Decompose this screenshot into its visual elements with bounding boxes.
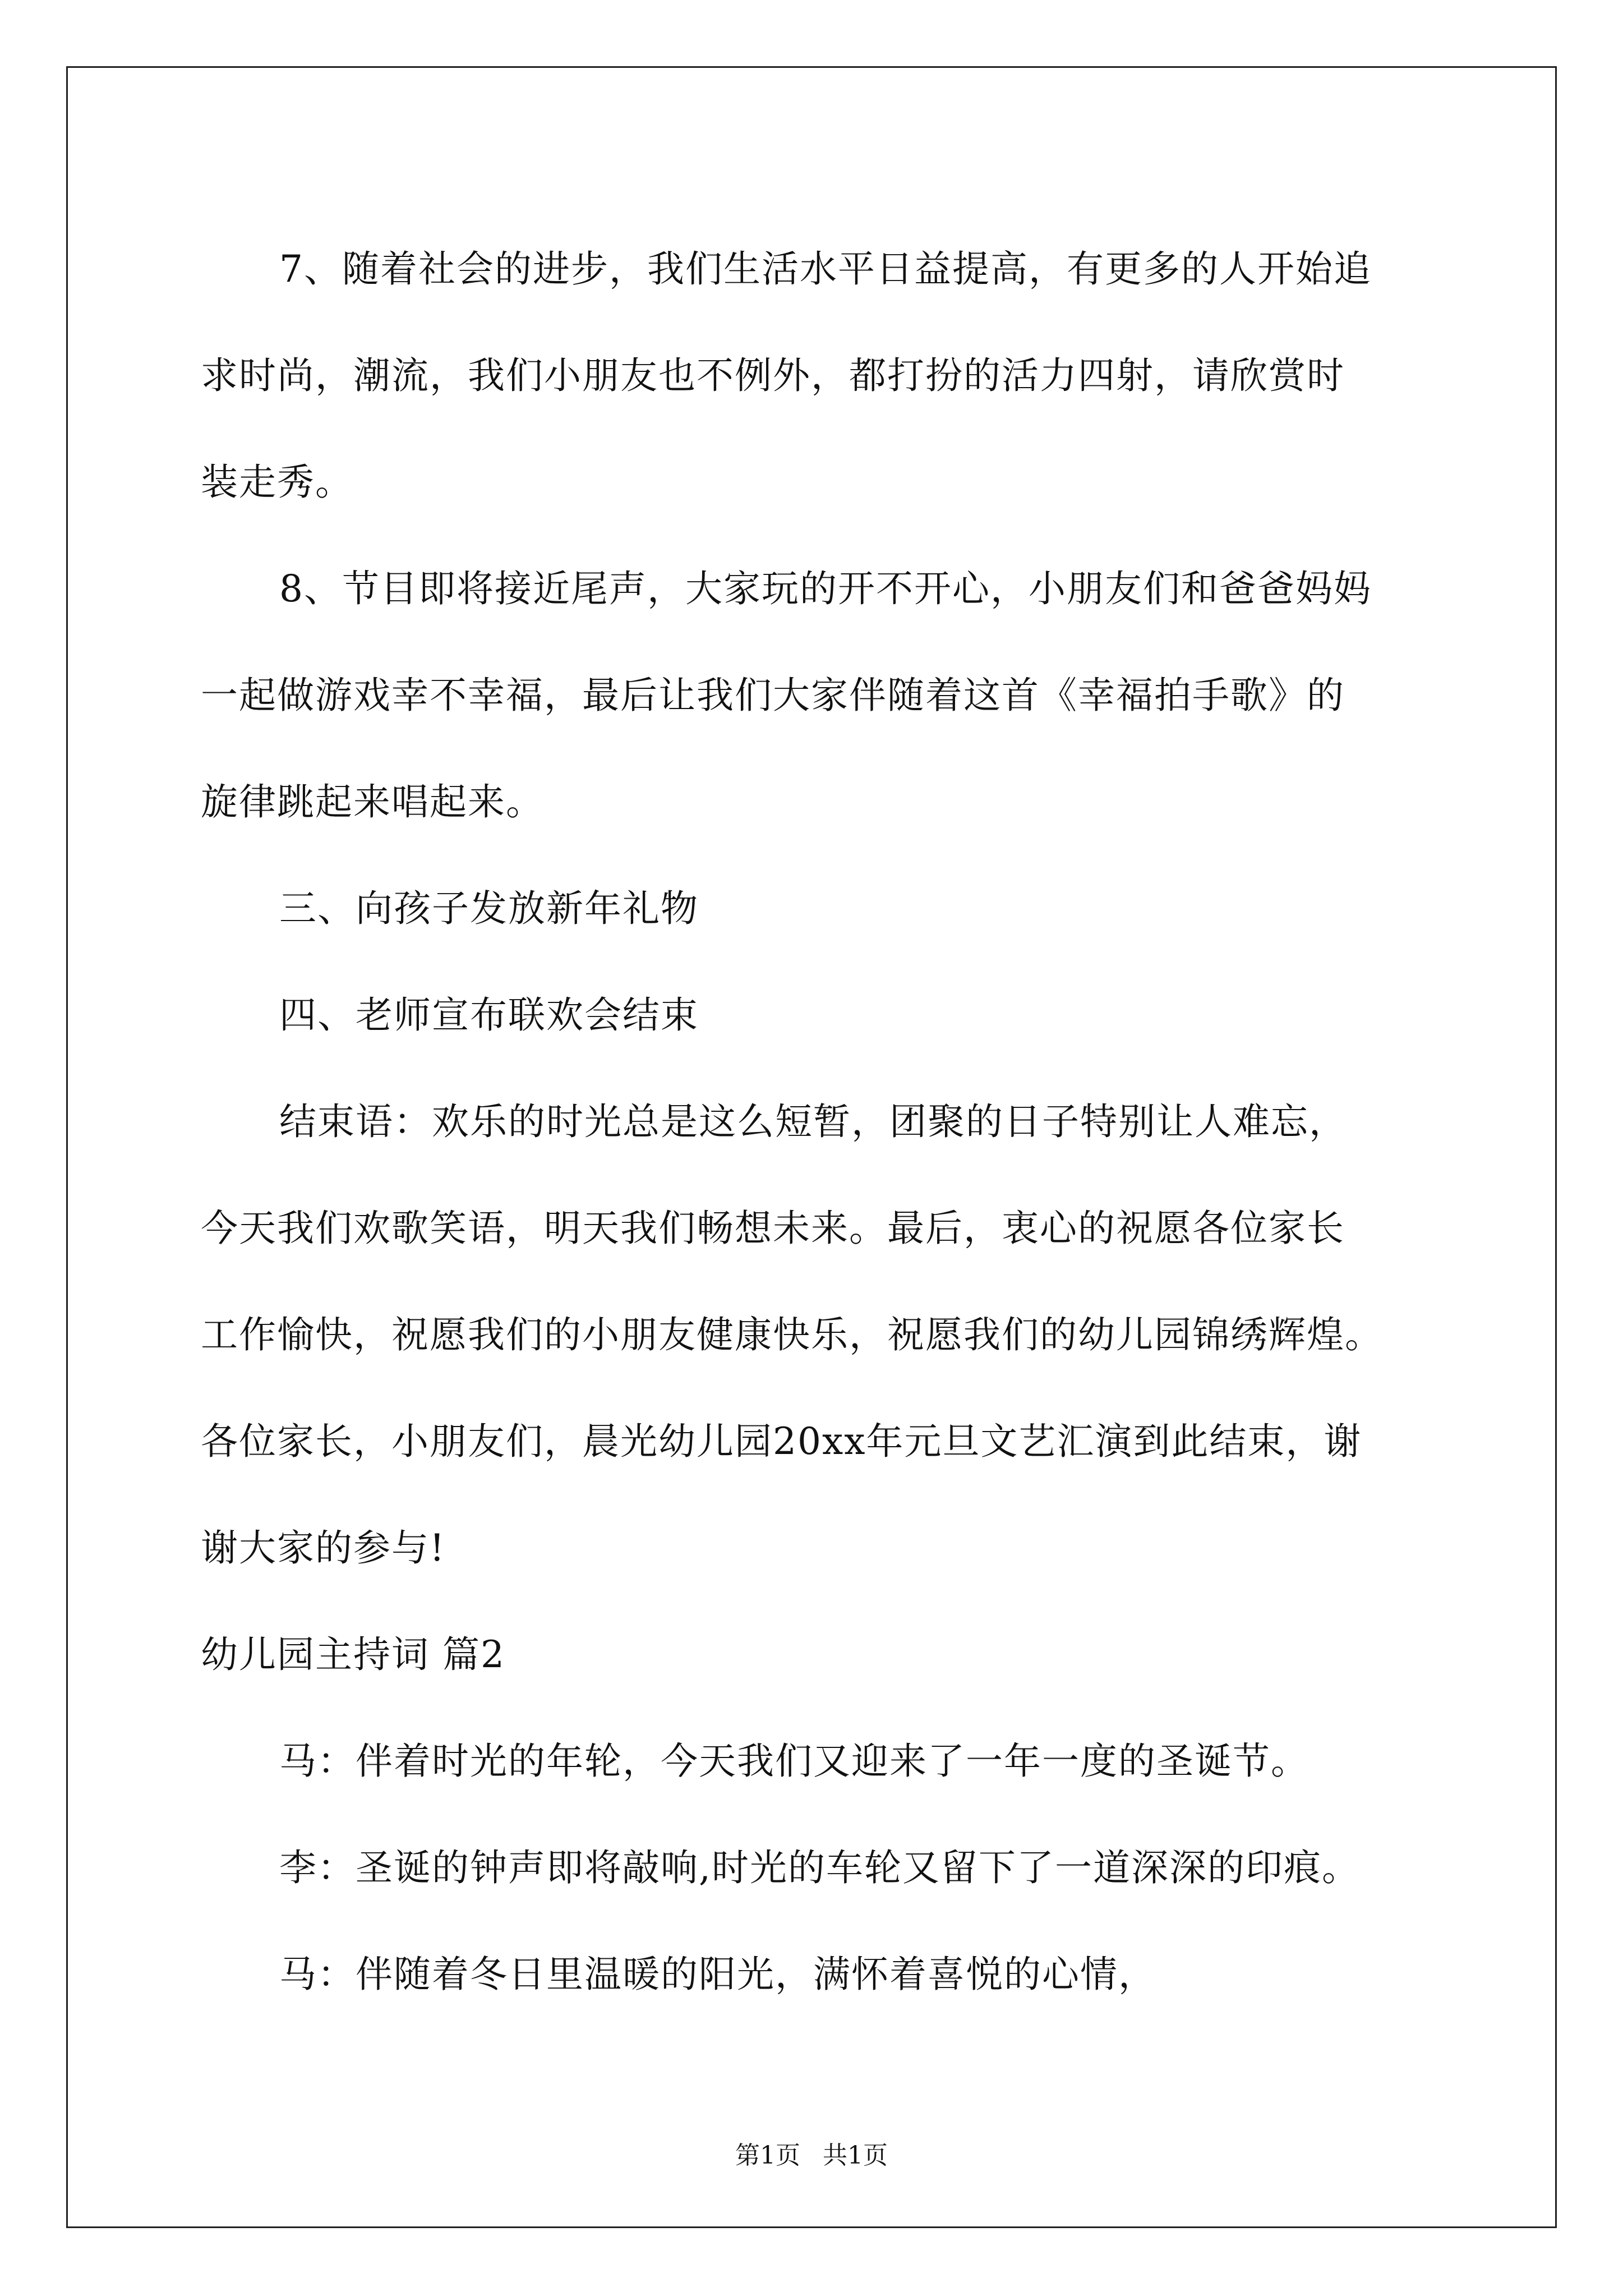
- section-title-part-2: 幼儿园主持词 篇2: [201, 1633, 505, 1676]
- page-footer: [0, 2135, 1623, 2171]
- closing-line-1: 结束语：欢乐的时光总是这么短暂，团聚的日子特别让人难忘，: [279, 1100, 1347, 1143]
- dialogue-line-2: 李：圣诞的钟声即将敲响,时光的车轮又留下了一道深深的印痕。: [279, 1846, 1360, 1889]
- paragraph-7-line-2: 求时尚，潮流，我们小朋友也不例外，都打扮的活力四射，请欣赏时: [201, 354, 1345, 397]
- dialogue-line-3: 马：伴随着冬日里温暖的阳光，满怀着喜悦的心情，: [279, 1953, 1156, 1996]
- section-four-heading: 四、老师宣布联欢会结束: [279, 993, 699, 1037]
- dialogue-line-1: 马：伴着时光的年轮，今天我们又迎来了一年一度的圣诞节。: [279, 1740, 1309, 1783]
- page-number: 第1页: [735, 2141, 800, 2170]
- paragraph-7-line-3: 装走秀。: [201, 461, 353, 504]
- paragraph-8-line-1: 8、节目即将接近尾声，大家玩的开不开心，小朋友们和爸爸妈妈: [279, 567, 1372, 610]
- paragraph-8-line-3: 旋律跳起来唱起来。: [201, 780, 544, 823]
- paragraph-7-line-1: 7、随着社会的进步，我们生活水平日益提高，有更多的人开始追: [279, 247, 1372, 291]
- document-body: [201, 216, 1435, 2028]
- closing-line-2: 今天我们欢歌笑语，明天我们畅想未来。最后，衷心的祝愿各位家长: [201, 1207, 1345, 1250]
- page-total: 共1页: [823, 2141, 888, 2170]
- paragraph-8-line-2: 一起做游戏幸不幸福，最后让我们大家伴随着这首《幸福拍手歌》的: [201, 674, 1345, 717]
- closing-line-3: 工作愉快，祝愿我们的小朋友健康快乐，祝愿我们的幼儿园锦绣辉煌。: [201, 1313, 1383, 1356]
- section-three-heading: 三、向孩子发放新年礼物: [279, 887, 699, 930]
- closing-line-5: 谢大家的参与!: [201, 1526, 446, 1570]
- closing-line-4: 各位家长，小朋友们，晨光幼儿园20xx年元旦文艺汇演到此结束，谢: [201, 1420, 1362, 1463]
